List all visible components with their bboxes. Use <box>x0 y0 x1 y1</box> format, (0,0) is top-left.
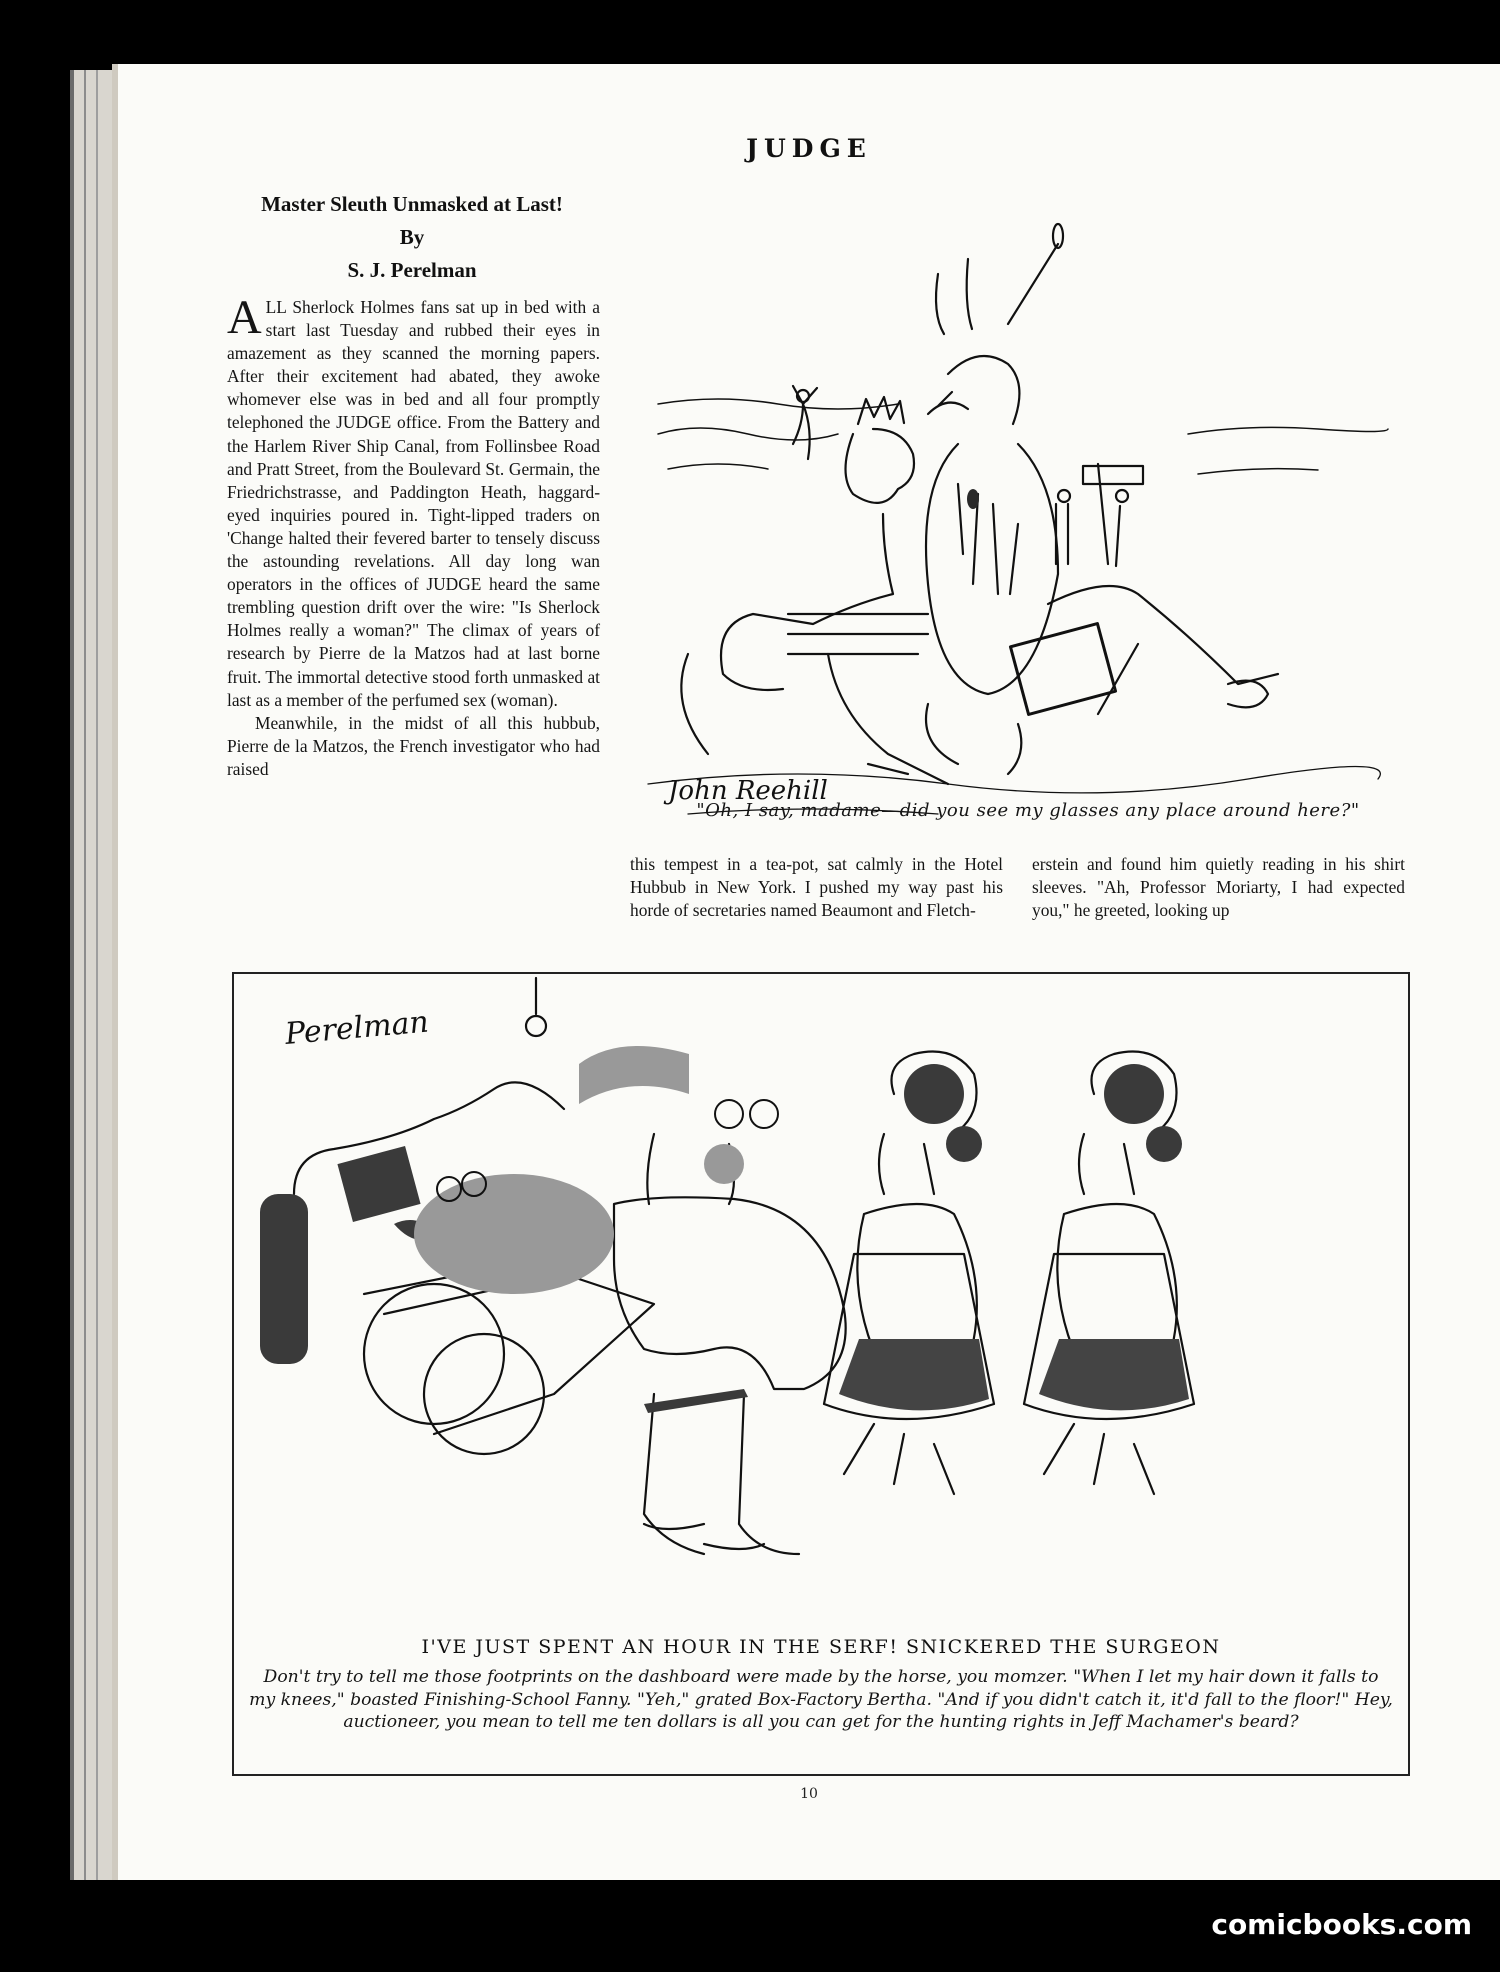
cartoon2-signature: Perelman <box>283 1004 431 1052</box>
page-number: 10 <box>800 1786 818 1802</box>
cartoon2-title: I'VE JUST SPENT AN HOUR IN THE SERF! SNICKERED THE SURGEON <box>421 1636 1221 1658</box>
article-title: Master Sleuth Unmasked at Last! <box>261 192 563 216</box>
cartoon1-signature: John Reehill <box>668 776 828 806</box>
magazine-page <box>118 64 1500 1880</box>
beach-cartoon <box>628 184 1398 854</box>
article-column-3: erstein and found him quietly reading in his shirt sleeves. "Ah, Professor Moriarty, I had expected you," he greeted, looking up <box>1032 854 1405 921</box>
cartoon2-caption: Don't try to tell me those footprints on the dashboard were made by the horse, you momzer. "When I let my hair down it falls to my knees," boasted Finishing-School Fanny. "Yeh," grated Box-Factory Bertha. "And if you didn't catch it, it'd fall to the floor!" Hey, auctioneer, you mean to tell me ten dollars is all you can get for the hunting rights in Jeff Machamer's beard? <box>249 1667 1393 1732</box>
article-author: S. J. Perelman <box>347 258 477 282</box>
article-paragraph-2: Meanwhile, in the midst of all this hubbub, Pierre de la Matzos, the French investigator who had raised <box>227 712 600 779</box>
article-byline: By <box>399 225 425 249</box>
article-heading <box>221 188 603 287</box>
article-paragraph-1: LL Sherlock Holmes fans sat up in bed with a start last Tuesday and rubbed their eyes in amazement as they scanned the morning papers. After their excitement had abated, they awoke whomever else was in bed and all four promptly telephoned the JUDGE office. From the Battery and the Harlem River Ship Canal, from Follinsbee Road and Pratt Street, from the Boulevard St. Germain, the Friedrichstrasse, and Paddington Heath, haggard-eyed inquiries poured in. Tight-lipped traders on 'Change halted their fevered barter to tensely discuss the astounding revelations. All day long wan operators in the offices of JUDGE heard the same trembling question drift over the wire: "Is Sherlock Holmes really a woman?" The climax of years of research by Pierre de la Matzos had at last borne fruit. The immortal detective stood forth unmasked at last as a member of the perfumed sex (woman). <box>227 297 600 710</box>
surgeon-cartoon-panel <box>232 972 1410 1776</box>
drop-cap: A <box>227 291 262 344</box>
article-column-1 <box>227 291 600 781</box>
cartoon1-caption: "Oh, I say, madame—did you see my glasses any place around here?" <box>696 800 1360 821</box>
masthead: JUDGE <box>746 134 872 163</box>
site-watermark: comicbooks.com <box>1211 1908 1472 1941</box>
surgeon-cartoon <box>234 974 1408 1634</box>
article-column-2: this tempest in a tea-pot, sat calmly in the Hotel Hubbub in New York. I pushed my way past his horde of secretaries named Beaumont and Fletch- <box>630 854 1003 921</box>
